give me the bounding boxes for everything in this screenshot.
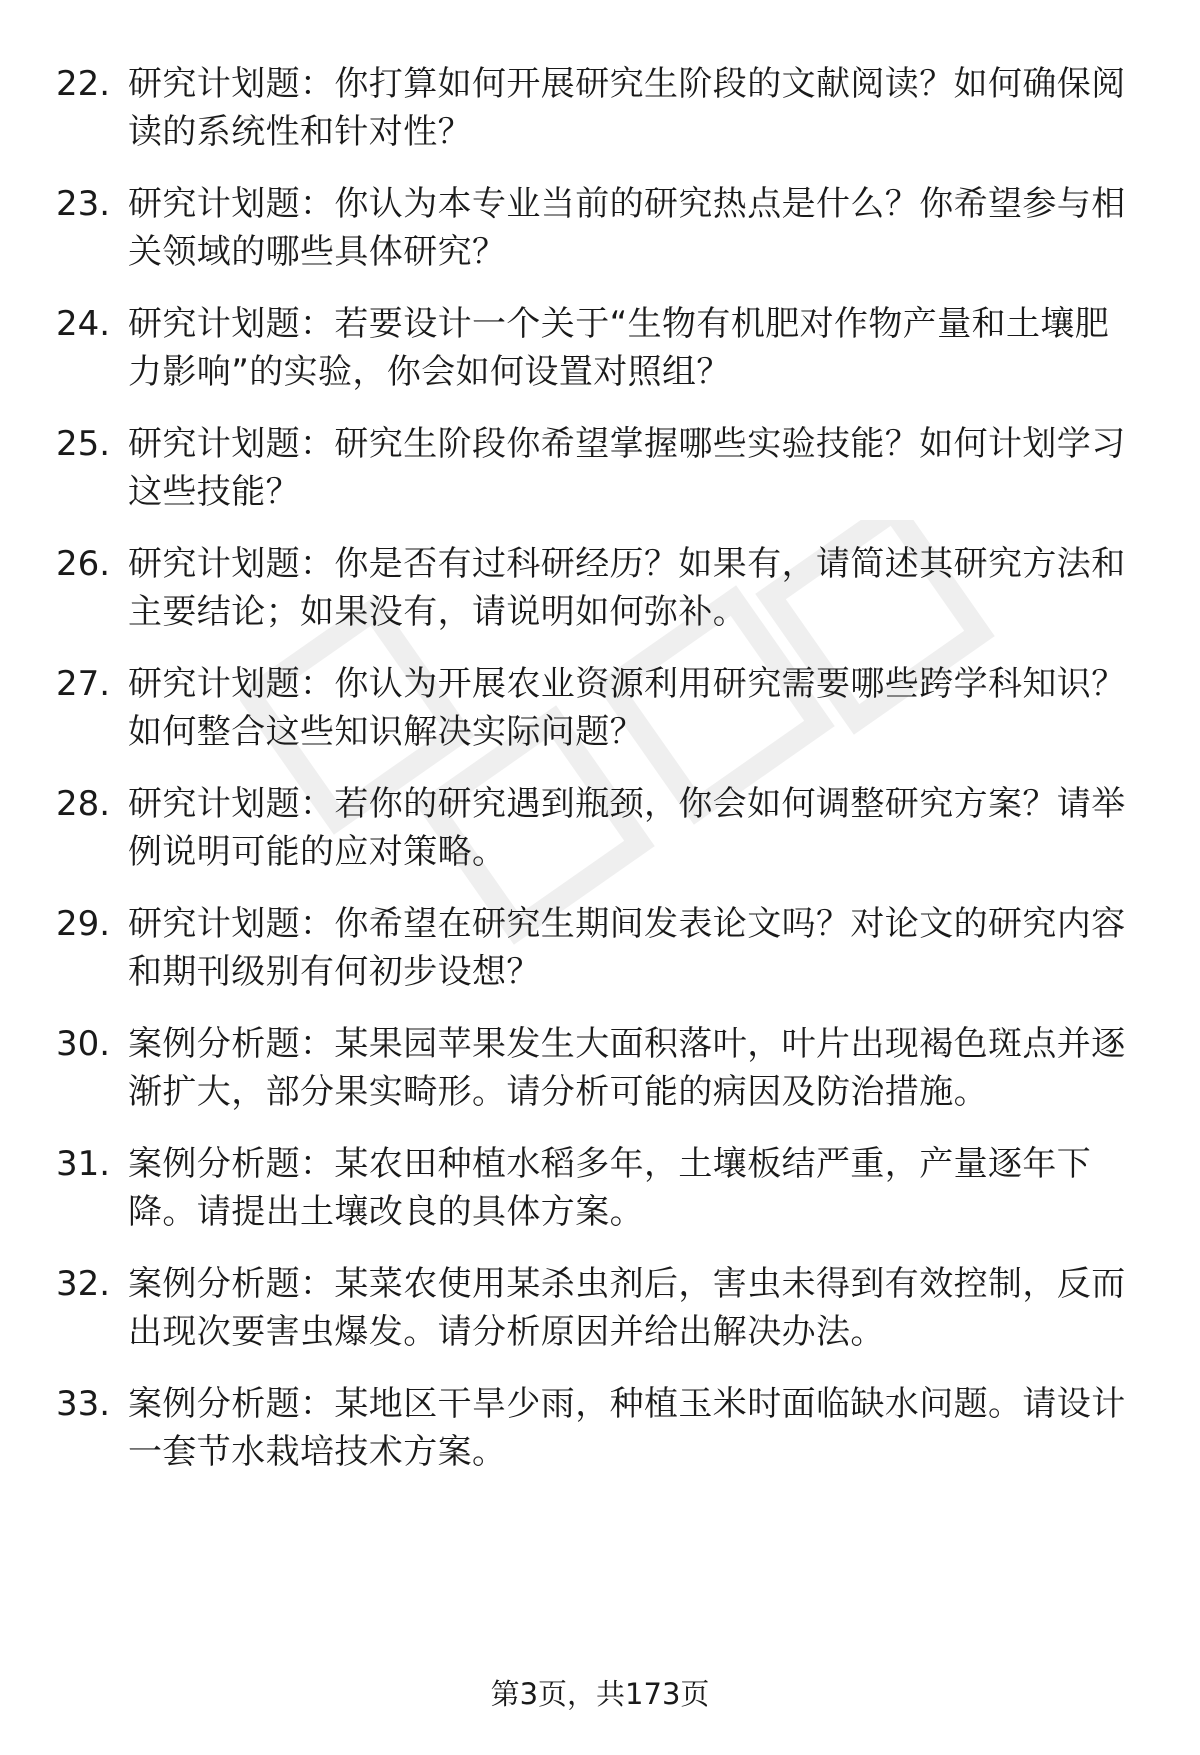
question-number: 22. [56, 64, 111, 104]
question-number: 28. [56, 784, 111, 824]
question-item [0, 180, 1200, 280]
question-text: 研究计划题：研究生阶段你希望掌握哪些实验技能？如何计划学习这些技能？ [128, 424, 1126, 512]
question-text: 研究计划题：你是否有过科研经历？如果有，请简述其研究方法和主要结论；如果没有，请说明如何弥补。 [128, 544, 1126, 632]
question-text: 案例分析题：某菜农使用某杀虫剂后，害虫未得到有效控制，反而出现次要害虫爆发。请分析原因并给出解决办法。 [128, 1264, 1126, 1352]
question-text: 案例分析题：某地区干旱少雨，种植玉米时面临缺水问题。请设计一套节水栽培技术方案。 [128, 1384, 1126, 1472]
question-item [0, 300, 1200, 400]
question-item [0, 660, 1200, 760]
question-text: 研究计划题：你认为开展农业资源利用研究需要哪些跨学科知识？如何整合这些知识解决实际问题？ [128, 664, 1126, 752]
question-item [0, 420, 1200, 520]
question-number: 27. [56, 664, 111, 704]
question-item [0, 540, 1200, 640]
question-item [0, 1020, 1200, 1120]
question-text: 研究计划题：若要设计一个关于“生物有机肥对作物产量和土壤肥力影响”的实验，你会如何设置对照组？ [128, 304, 1110, 392]
question-text: 案例分析题：某果园苹果发生大面积落叶，叶片出现褐色斑点并逐渐扩大，部分果实畸形。请分析可能的病因及防治措施。 [128, 1024, 1126, 1112]
question-number: 31. [56, 1144, 111, 1184]
question-number: 23. [56, 184, 111, 224]
question-number: 33. [56, 1384, 111, 1424]
question-text: 研究计划题：你希望在研究生期间发表论文吗？对论文的研究内容和期刊级别有何初步设想？ [128, 904, 1126, 992]
question-item [0, 900, 1200, 1000]
question-number: 25. [56, 424, 111, 464]
page-footer: 第3页，共173页 [490, 1677, 710, 1711]
question-number: 26. [56, 544, 111, 584]
question-item [0, 60, 1200, 160]
question-item [0, 1260, 1200, 1360]
question-number: 29. [56, 904, 111, 944]
question-item [0, 1140, 1200, 1240]
question-item [0, 780, 1200, 880]
question-item [0, 1380, 1200, 1480]
question-number: 30. [56, 1024, 111, 1064]
question-number: 24. [56, 304, 111, 344]
question-text: 研究计划题：你打算如何开展研究生阶段的文献阅读？如何确保阅读的系统性和针对性？ [128, 64, 1126, 152]
question-number: 32. [56, 1264, 111, 1304]
question-text: 研究计划题：你认为本专业当前的研究热点是什么？你希望参与相关领域的哪些具体研究？ [128, 184, 1126, 272]
question-text: 案例分析题：某农田种植水稻多年，土壤板结严重，产量逐年下降。请提出土壤改良的具体方案。 [128, 1144, 1092, 1232]
question-text: 研究计划题：若你的研究遇到瓶颈，你会如何调整研究方案？请举例说明可能的应对策略。 [128, 784, 1126, 872]
